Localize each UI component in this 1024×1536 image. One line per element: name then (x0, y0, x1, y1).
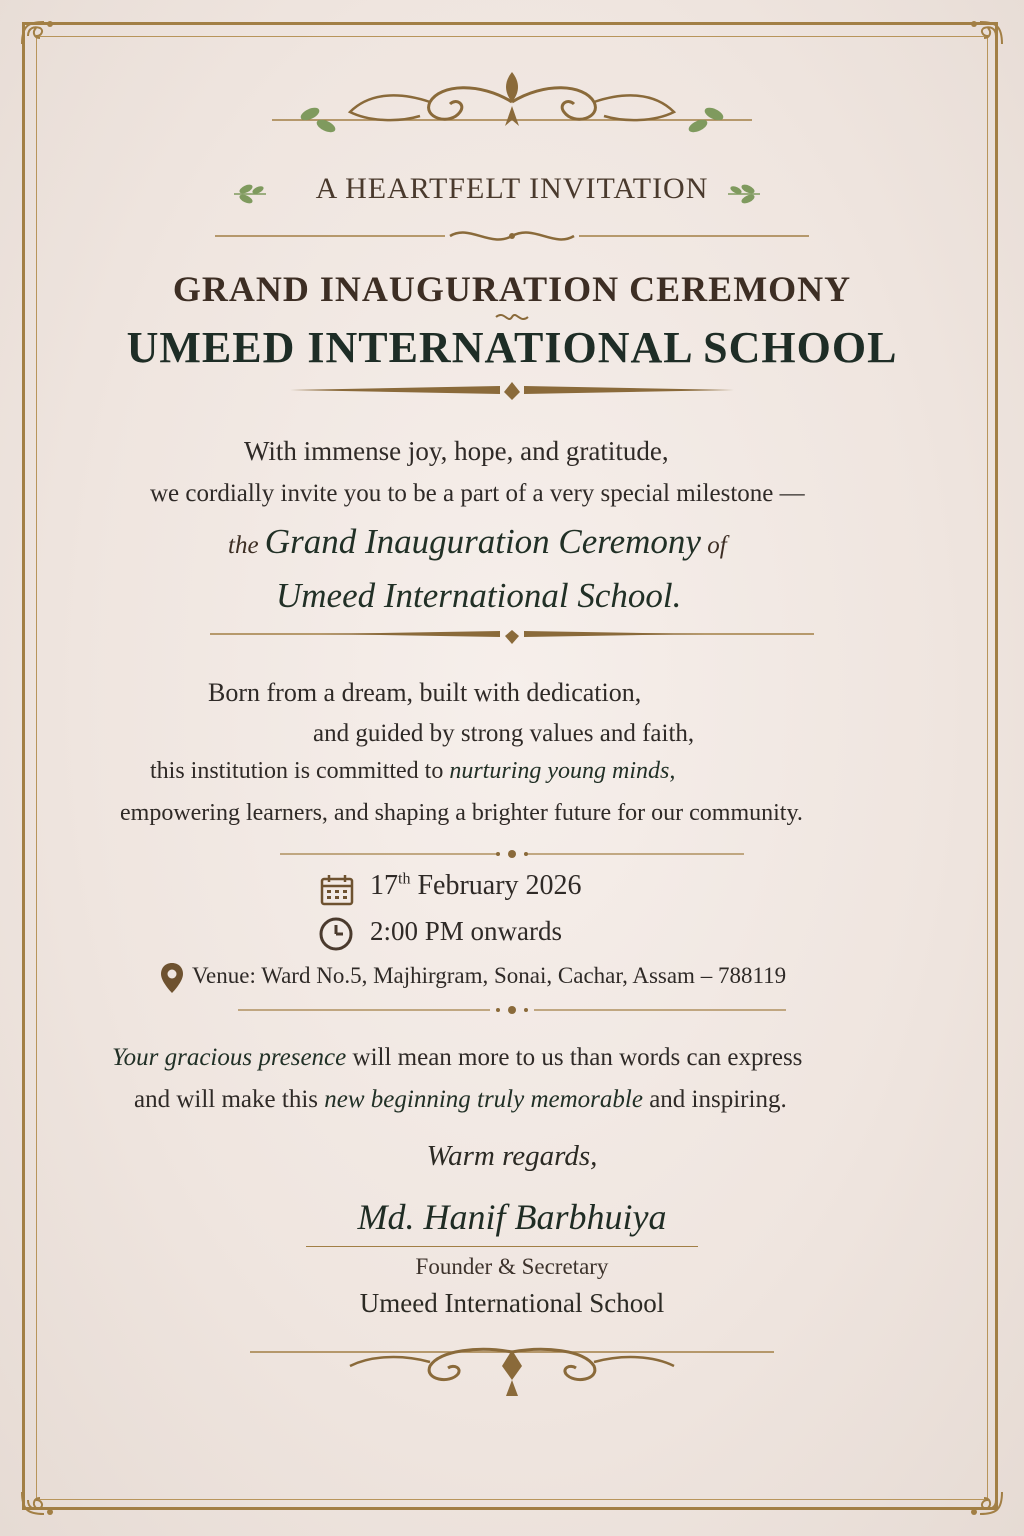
intro-of: of (707, 532, 727, 559)
divider-ornament (0, 218, 1024, 258)
intro-ceremony-name: Grand Inauguration Ceremony (264, 522, 701, 561)
location-pin-icon (160, 962, 184, 994)
closing-line-1-text: will mean more to us than words can express (352, 1044, 803, 1071)
venue-pin: 788119 (717, 963, 787, 988)
event-date-month-year: February 2026 (417, 870, 582, 901)
bottom-flourish-ornament (0, 1336, 1024, 1406)
intro-the: the (228, 532, 259, 559)
invitation-heading: A HEARTFELT INVITATION (315, 172, 709, 205)
signature-line (306, 1246, 698, 1247)
intro-line-2: we cordially invite you to be a part of a very special milestone — (150, 480, 805, 507)
closing-gracious-presence: Your gracious presence (112, 1044, 347, 1071)
clock-icon (318, 916, 354, 952)
event-venue (192, 963, 786, 989)
venue-label: Venue: (192, 963, 256, 988)
closing-line-2-prefix: and will make this (134, 1086, 318, 1113)
mission-line-2: and guided by strong values and faith, (313, 720, 695, 747)
signatory-role: Founder & Secretary (415, 1254, 609, 1279)
event-date (370, 870, 582, 902)
closing-line-1 (112, 1044, 802, 1072)
event-date-day: 17 (370, 870, 398, 901)
intro-line-3 (228, 522, 727, 562)
intro-line-1: With immense joy, hope, and gratitude, (244, 436, 669, 466)
mission-line-3-text: this institution is committed to (150, 758, 444, 784)
divider-ornament (0, 618, 1024, 658)
mission-line-3-italic: nurturing young minds, (449, 758, 676, 784)
warm-regards: Warm regards, (426, 1140, 598, 1172)
divider-ornament (0, 994, 1024, 1034)
closing-new-beginning: new beginning truly memorable (324, 1086, 643, 1113)
calendar-icon (320, 874, 354, 906)
mission-line-1: Born from a dream, built with dedication, (208, 678, 642, 707)
mission-line-4: empowering learners, and shaping a brighter future for our community. (120, 800, 803, 826)
corner-ornament-bottom-left (14, 1462, 74, 1522)
leaf-icon (726, 182, 762, 206)
closing-line-2 (134, 1086, 787, 1114)
event-date-suffix: th (398, 870, 411, 888)
school-title: UMEED INTERNATIONAL SCHOOL (126, 323, 898, 372)
corner-ornament-bottom-right (950, 1462, 1010, 1522)
top-flourish-ornament (0, 62, 1024, 142)
ceremony-title: GRAND INAUGURATION CEREMONY (172, 269, 852, 309)
mission-line-3 (150, 758, 675, 785)
signatory-organization: Umeed International School (359, 1288, 665, 1318)
intro-school-name: Umeed International School. (276, 576, 682, 615)
event-time: 2:00 PM onwards (370, 916, 563, 946)
venue-address: Ward No.5, Majhirgram, Sonai, Cachar, Assam – (261, 963, 713, 988)
signature-name: Md. Hanif Barbhuiya (357, 1197, 667, 1237)
closing-line-2-suffix: and inspiring. (649, 1086, 787, 1113)
divider-ornament (0, 372, 1024, 412)
